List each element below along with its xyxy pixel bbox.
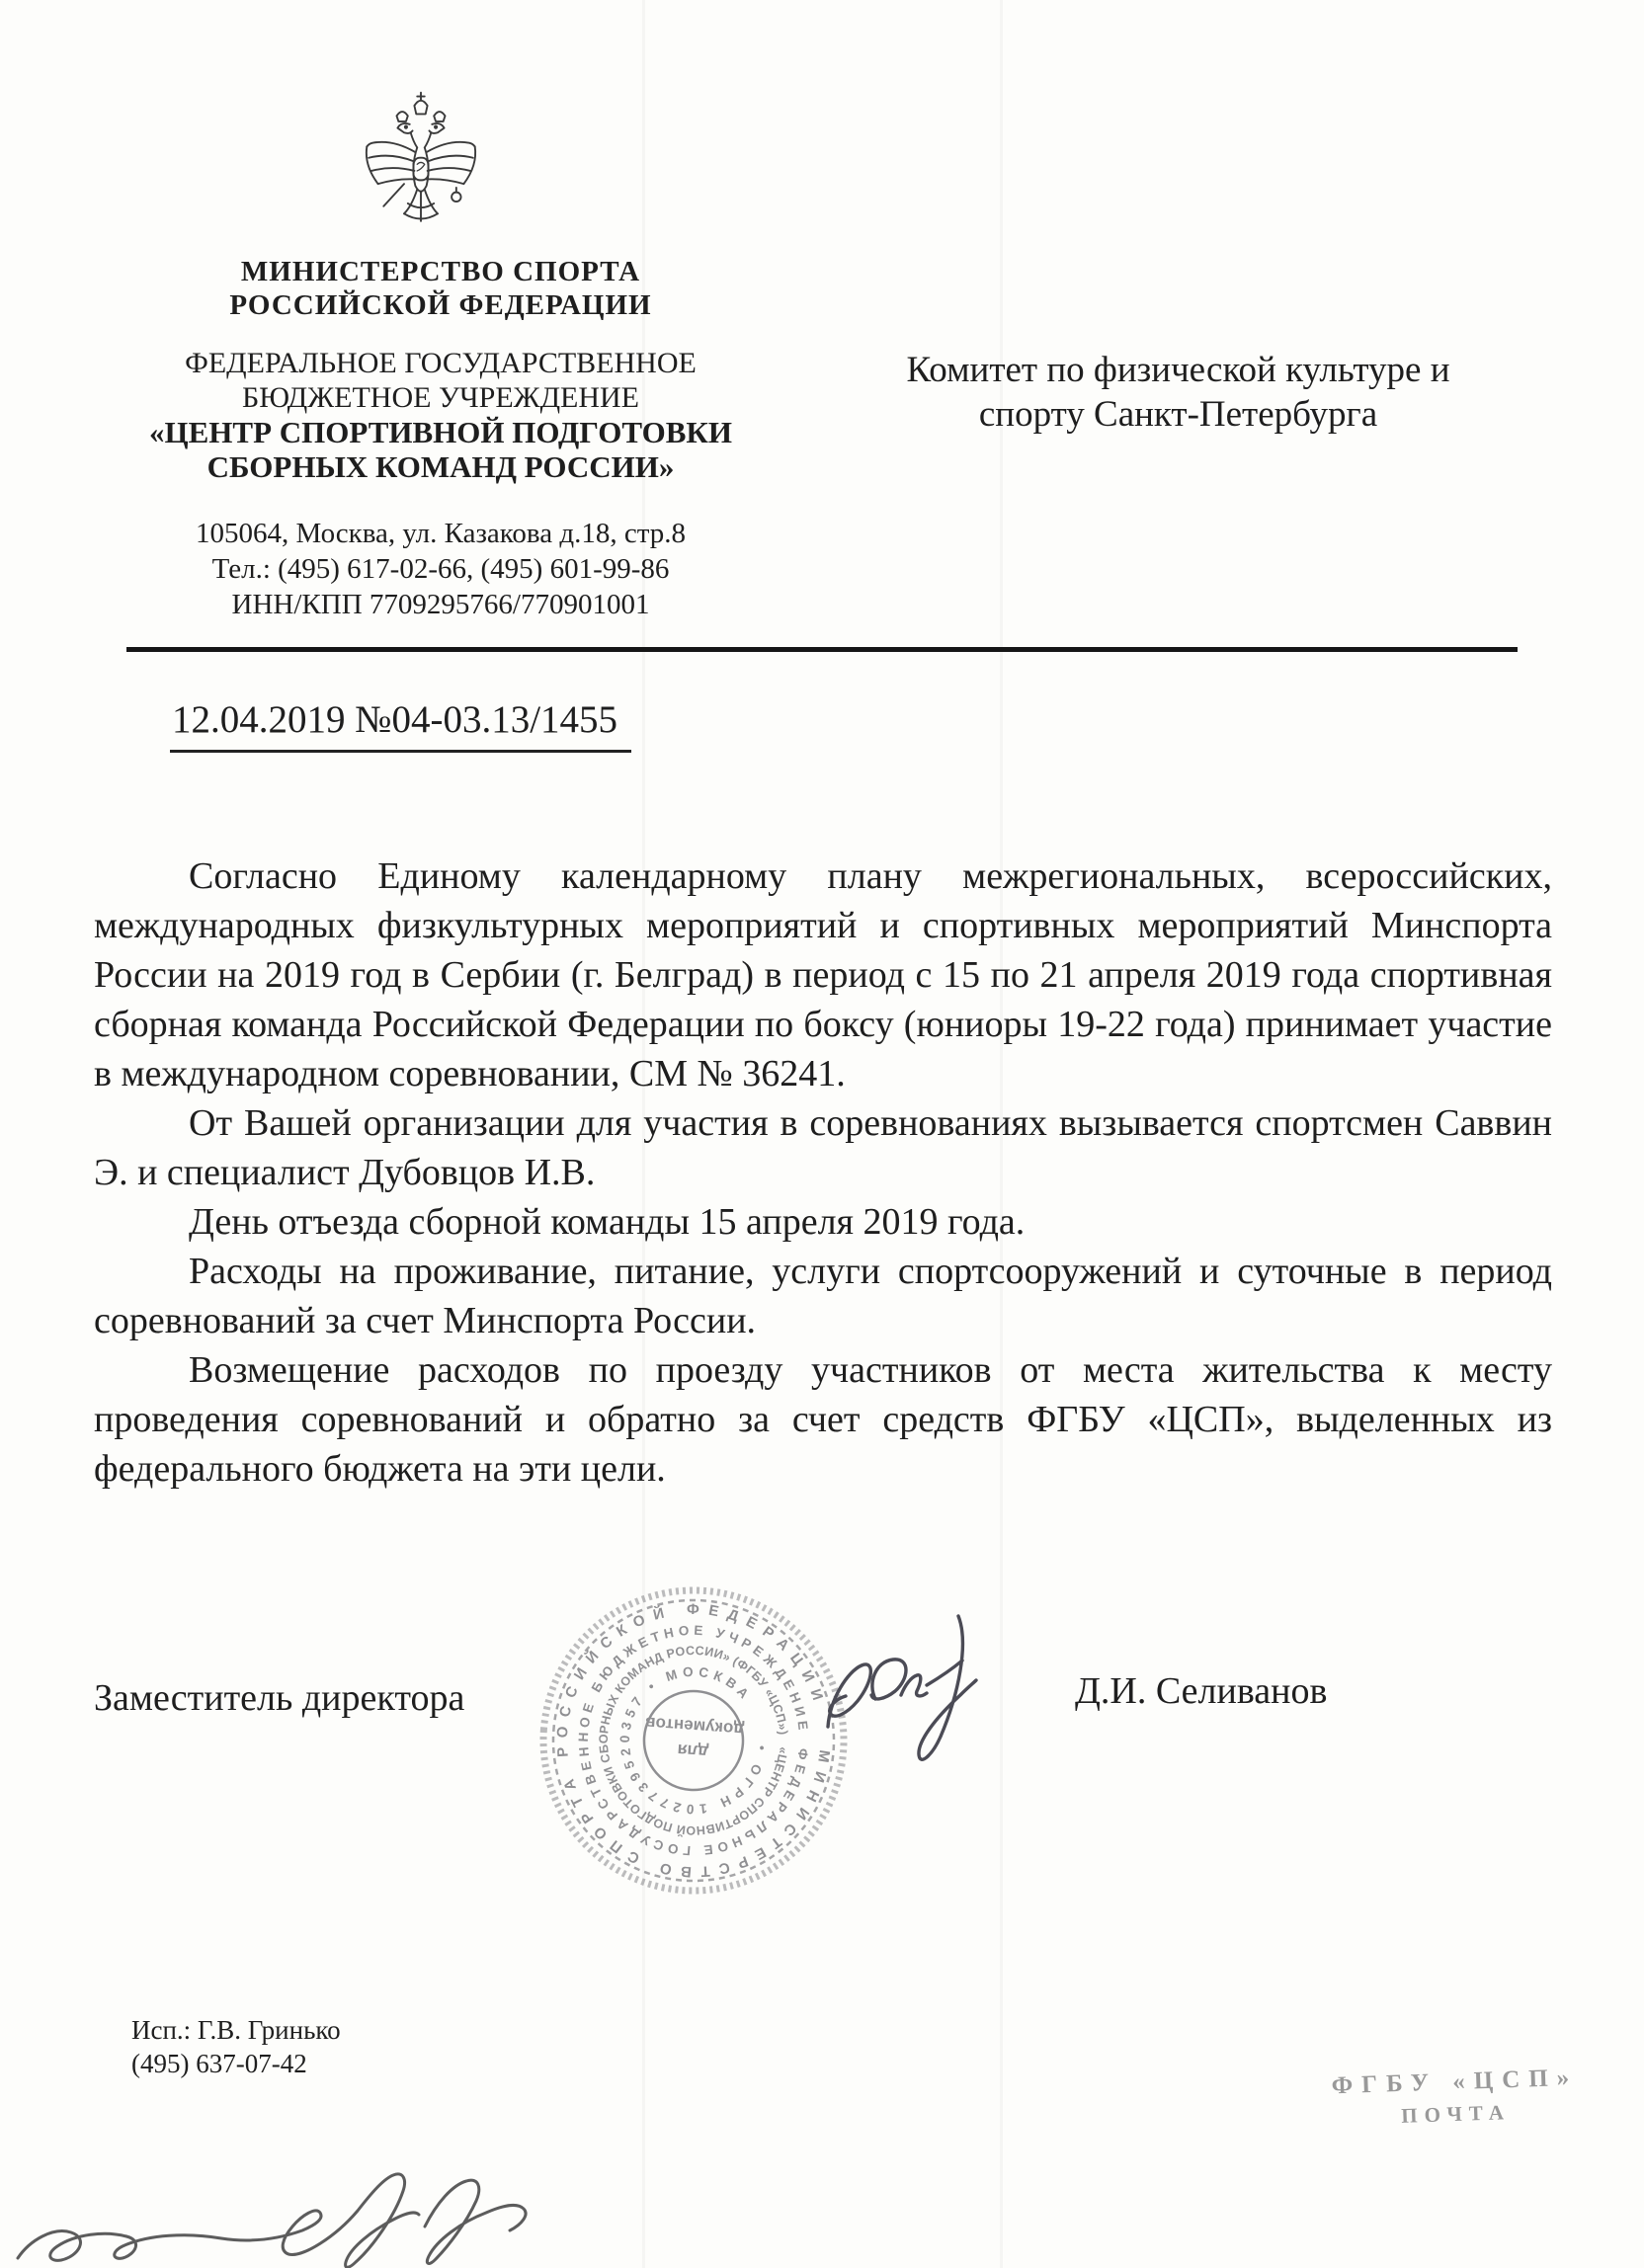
stamp-center-line2: документов <box>644 1713 745 1740</box>
org-line3: «ЦЕНТР СПОРТИВНОЙ ПОДГОТОВКИ <box>149 415 732 449</box>
org-line4: СБОРНЫХ КОМАНД РОССИИ» <box>206 449 675 484</box>
signer-name: Д.И. Селиванов <box>1075 1670 1328 1712</box>
mail-stamp <box>1301 2064 1609 2133</box>
stamp-outer-ring-text: МИНИСТЕРСТВО СПОРТА РОССИЙСКОЙ ФЕДЕРАЦИИ <box>553 1600 833 1881</box>
paragraph: Расходы на проживание, питание, услуги спортсооружений и суточные в период соревнований за счет Минспорта России. <box>94 1251 1552 1341</box>
org-phone: Тел.: (495) 617-02-66, (495) 601-99-86 <box>211 553 670 585</box>
paragraph: От Вашей организации для участия в соревнованиях вызывается спортсмен Саввин Э. и специалист Дубовцов И.В. <box>94 1102 1552 1193</box>
date-and-number: 12.04.2019 №04-03.13/1455 <box>170 697 631 753</box>
russia-coat-of-arms-icon <box>356 85 486 255</box>
stamp-ring2-text: ФЕДЕРАЛЬНОЕ ГОСУДАРСТВЕННОЕ БЮДЖЕТНОЕ УЧРЕЖДЕНИЕ <box>575 1622 811 1859</box>
executor-block <box>131 2013 341 2080</box>
letter-body <box>94 851 1552 1494</box>
stamp-center-line1: для <box>676 1740 709 1762</box>
addressee-block <box>869 348 1487 437</box>
ministry-name-line2: РОССИЙСКОЙ ФЕДЕРАЦИИ <box>229 289 652 321</box>
addressee-line1: Комитет по физической культуре и <box>906 350 1450 390</box>
signer-position: Заместитель директора <box>94 1677 465 1719</box>
org-inn-kpp: ИНН/КПП 7709295766/770901001 <box>231 589 650 620</box>
stamp-ring3-text: «ЦЕНТР СПОРТИВНОЙ ПОДГОТОВКИ СБОРНЫХ КОМАНД РОССИИ» (ФГБУ «ЦСП») <box>596 1643 790 1838</box>
ministry-name-line1: МИНИСТЕРСТВО СПОРТА <box>240 256 641 287</box>
org-line1: ФЕДЕРАЛЬНОЕ ГОСУДАРСТВЕННОЕ <box>185 347 697 379</box>
ministry-name <box>95 255 786 322</box>
paragraph: Согласно Единому календарному плану межрегиональных, всероссийских, международных физкультурных мероприятий и спортивных мероприятий Минспорта России на 2019 год в Сербии (г. Белград) в период с 15 по 21 апреля 2019 года спортивная сборная команда Российской Федерации по боксу (юниоры 19-22 года) принимает участие в международном соревновании, СМ № 36241. <box>94 855 1552 1094</box>
org-address: 105064, Москва, ул. Казакова д.18, стр.8 <box>196 518 686 549</box>
org-line2: БЮДЖЕТНОЕ УЧРЕЖДЕНИЕ <box>241 381 640 414</box>
reference-line <box>170 697 631 753</box>
header-divider <box>126 647 1518 652</box>
mail-stamp-org: ФГБУ «ЦСП» <box>1331 2064 1579 2100</box>
svg-text:• ОГРН 1027739520357 • МОСКВА <box>613 1659 776 1822</box>
bottom-handwriting-scribble <box>10 2163 578 2268</box>
stamp-ring4-text: • ОГРН 1027739520357 • МОСКВА <box>616 1663 770 1818</box>
organization-name <box>95 346 786 484</box>
handwritten-signature <box>810 1600 1018 1788</box>
organization-contacts <box>95 516 786 622</box>
executor-phone: (495) 637-07-42 <box>131 2049 307 2078</box>
round-stamp <box>537 1584 850 1897</box>
addressee-line2: спорту Санкт-Петербурга <box>978 394 1378 435</box>
paragraph: Возмещение расходов по проезду участников от места жительства к месту проведения соревнований и обратно за счет средств ФГБУ «ЦСП», выделенных из федерального бюджета на эти цели. <box>94 1349 1552 1490</box>
executor-name: Исп.: Г.В. Гринько <box>131 2015 341 2045</box>
paragraph: День отъезда сборной команды 15 апреля 2019 года. <box>189 1201 1026 1243</box>
mail-stamp-word: ПОЧТА <box>1400 2100 1512 2128</box>
